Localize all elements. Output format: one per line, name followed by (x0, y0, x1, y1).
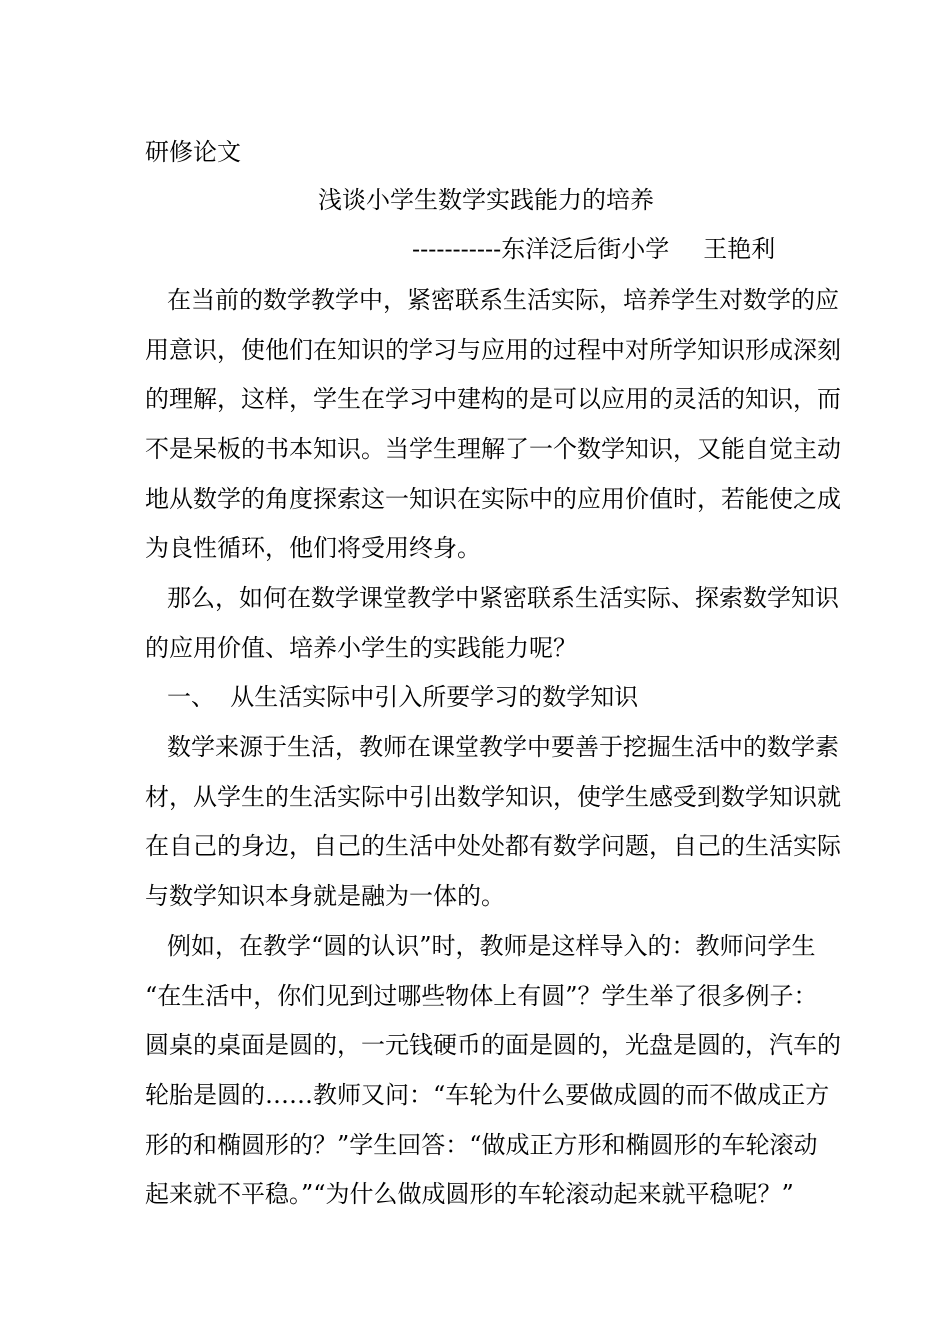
paragraph-line: 起来就不平稳。”“为什么做成圆形的车轮滚动起来就平稳呢？” (145, 1180, 794, 1208)
paragraph-line: “在生活中，你们见到过哪些物体上有圆”？学生举了很多例子： (145, 982, 818, 1010)
paragraph-line: 不是呆板的书本知识。当学生理解了一个数学知识，又能自觉主动 (145, 435, 841, 463)
paragraph-line: 那么，如何在数学课堂教学中紧密联系生活实际、探索数学知识 (167, 584, 839, 612)
paragraph-line: 与数学知识本身就是融为一体的。 (145, 882, 505, 910)
paragraph-line: 轮胎是圆的……教师又问：“车轮为什么要做成圆的而不做成正方 (145, 1081, 830, 1109)
paragraph-line: 材，从学生的生活实际中引出数学知识，使学生感受到数学知识就 (145, 783, 841, 811)
byline-school: -----------东洋泛后街小学 (412, 235, 670, 263)
paragraph-line: 在自己的身边，自己的生活中处处都有数学问题，自己的生活实际 (145, 832, 841, 860)
paragraph-line: 为良性循环，他们将受用终身。 (145, 534, 481, 562)
paragraph-line: 的应用价值、培养小学生的实践能力呢？ (145, 634, 577, 662)
paragraph-line: 地从数学的角度探索这一知识在实际中的应用价值时，若能使之成 (145, 485, 841, 513)
document-label: 研修论文 (145, 138, 241, 166)
paragraph-line: 用意识，使他们在知识的学习与应用的过程中对所学知识形成深刻 (145, 336, 841, 364)
section-heading: 一、 从生活实际中引入所要学习的数学知识 (167, 683, 639, 711)
document-title: 浅谈小学生数学实践能力的培养 (318, 186, 654, 214)
paragraph-line: 例如，在教学“圆的认识”时，教师是这样导入的：教师问学生 (167, 932, 816, 960)
byline (412, 234, 950, 264)
paragraph-line: 数学来源于生活，教师在课堂教学中要善于挖掘生活中的数学素 (167, 733, 839, 761)
paragraph-line: 的理解，这样，学生在学习中建构的是可以应用的灵活的知识，而 (145, 385, 841, 413)
byline-author: 王艳利 (703, 235, 776, 263)
paragraph-line: 在当前的数学教学中，紧密联系生活实际，培养学生对数学的应 (167, 286, 839, 314)
paragraph-line: 圆桌的桌面是圆的，一元钱硬币的面是圆的，光盘是圆的，汽车的 (145, 1031, 841, 1059)
paragraph-line: 形的和椭圆形的？”学生回答：“做成正方形和椭圆形的车轮滚动 (145, 1131, 818, 1159)
